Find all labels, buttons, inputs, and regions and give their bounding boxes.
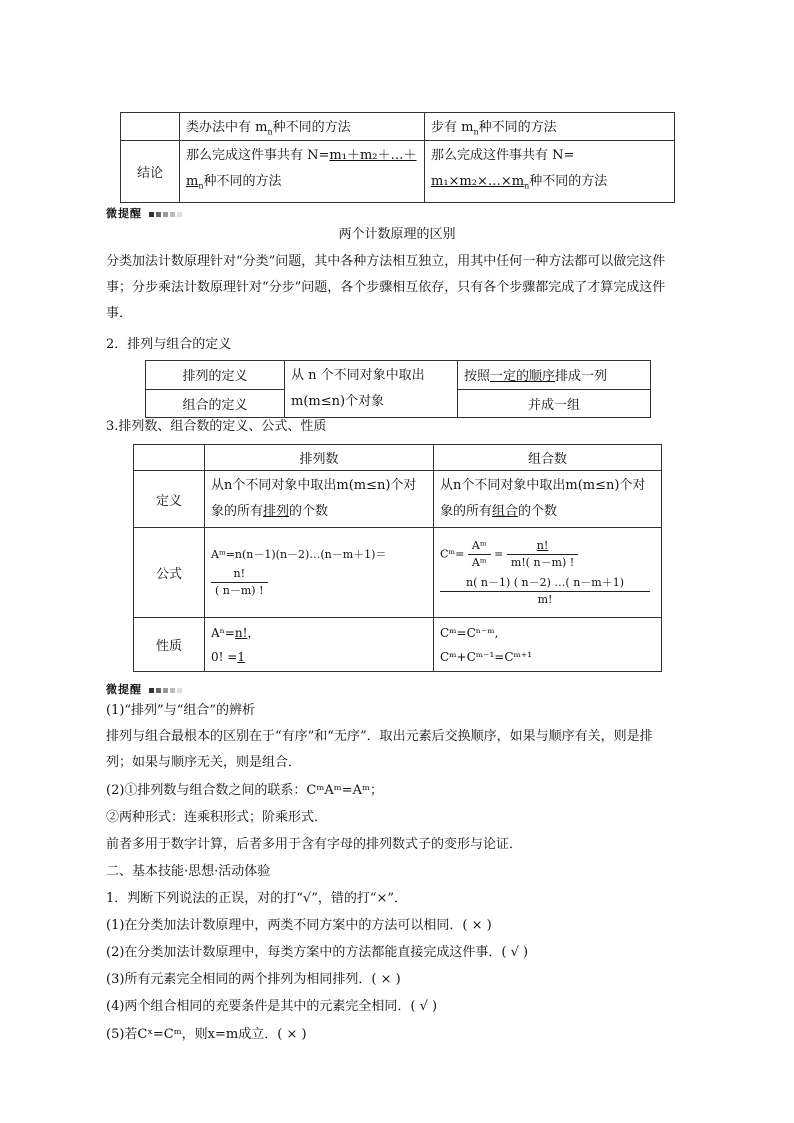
note-line: (2)①排列数与组合数之间的联系：CᵐAᵐ=Aᵐ； [106, 783, 383, 798]
empty-cell [121, 113, 180, 141]
tip-square-icon [149, 688, 154, 693]
conclusion-label: 结论 [121, 141, 180, 203]
exercise-item: (3)所有元素完全相同的两个排列为相同排列．( × ) [106, 972, 401, 987]
formula-label: 公式 [134, 528, 205, 618]
perm-definition-cell: 按照一定的顺序排成一列 [458, 361, 651, 390]
exercise-item: (2)在分类加法计数原理中，每类方案中的方法都能直接完成这件事．( √ ) [106, 945, 529, 960]
exercise-prompt: 1．判断下列说法的正误，对的打“√”，错的打“×”． [106, 891, 408, 906]
perm-property: Aⁿ=n!， 0! =1 [205, 618, 434, 672]
product-conclusion-cell: 那么完成这件事共有 N= $m_1\times m_2\times\dots\times m_n$种不同的方法 [425, 141, 675, 203]
sum-principle-cell: 类办法中有 $m_n$种不同的方法 [180, 113, 425, 141]
product-principle-cell: 步有 $m_n$种不同的方法 [425, 113, 675, 141]
common-definition-cell: 从 n 个不同对象中取出 m(m≤n)个对象 [285, 361, 458, 418]
note-line: (1)“排列”与“组合”的辨析 [106, 703, 255, 718]
comb-definition: 从n个不同对象中取出m(m≤n)个对 象的所有组合的个数 [434, 471, 662, 528]
formula-table [133, 444, 662, 672]
tip-heading: 微提醒 [106, 681, 182, 697]
definition-table [145, 360, 651, 418]
perm-formula: Aᵐ=n(n－1)(n－2)…(n－m＋1)＝ $\frac{n!}{( n-m) !}$ [205, 528, 434, 618]
tip-square-icon [156, 212, 161, 217]
note-line: ②两种形式：连乘积形式；阶乘形式． [106, 810, 328, 825]
tip-square-icon [149, 212, 154, 217]
comb-header: 组合数 [434, 445, 662, 471]
note-line: 排列与组合最根本的区别在于“有序”和“无序”．取出元素后交换顺序，如果与顺序有关，则是排 [106, 729, 653, 744]
comb-definition-label: 组合的定义 [146, 389, 285, 418]
tip-heading: 微提醒 [106, 205, 182, 221]
sum-conclusion-cell: 那么完成这件事共有 N=m₁＋m₂＋…＋ $m_n$种不同的方法 [180, 141, 425, 203]
comb-property: Cᵐ=Cⁿ⁻ᵐ, Cᵐ+Cᵐ⁻¹=Cᵐ⁺¹ [434, 618, 662, 672]
tip-square-icon [163, 212, 168, 217]
empty-cell [134, 445, 205, 471]
comb-definition-cell: 并成一组 [458, 389, 651, 418]
counting-principle-table [120, 112, 675, 203]
property-label: 性质 [134, 618, 205, 672]
paragraph-line: 事． [106, 306, 133, 321]
paragraph-line: 事；分步乘法计数原理针对“分步”问题，各个步骤相互依存，只有各个步骤都完成了才算完成这件 [106, 280, 666, 295]
exercise-item: (1)在分类加法计数原理中，两类不同方案中的方法可以相同．( × ) [106, 918, 492, 933]
section-title: 两个计数原理的区别 [338, 227, 456, 242]
exercise-item: (5)若Cˣ=Cᵐ，则x=m成立．( × ) [106, 1027, 307, 1042]
note-line: 列；如果与顺序无关，则是组合． [106, 755, 302, 770]
paragraph-line: 分类加法计数原理针对“分类”问题，其中各种方法相互独立，用其中任何一种方法都可以做完这件 [106, 254, 666, 269]
tip-square-icon [177, 212, 182, 217]
tip-square-icon [177, 688, 182, 693]
perm-header: 排列数 [205, 445, 434, 471]
tip-square-icon [163, 688, 168, 693]
heading-formulas: 3.排列数、组合数的定义、公式、性质 [106, 419, 327, 434]
heading-definition: 2．排列与组合的定义 [106, 337, 232, 352]
definition-label: 定义 [134, 471, 205, 528]
perm-definition: 从n个不同对象中取出m(m≤n)个对 象的所有排列的个数 [205, 471, 434, 528]
section-heading: 二、基本技能·思想·活动体验 [106, 864, 271, 879]
tip-square-icon [156, 688, 161, 693]
comb-formula: Cᵐ= $\frac{\text{Aᵐ}}{\text{Aᵐ}}$ = $\frac{n!}{m!( n-m) !}$ $\frac{n( n-1) ( n-2) \dots( n-m+1)}{m!}$ [434, 528, 662, 618]
tip-square-icon [170, 688, 175, 693]
exercise-item: (4)两个组合相同的充要条件是其中的元素完全相同．( √ ) [106, 999, 438, 1014]
note-line: 前者多用于数字计算，后者多用于含有字母的排列数式子的变形与论证． [106, 837, 523, 852]
perm-definition-label: 排列的定义 [146, 361, 285, 390]
tip-square-icon [170, 212, 175, 217]
